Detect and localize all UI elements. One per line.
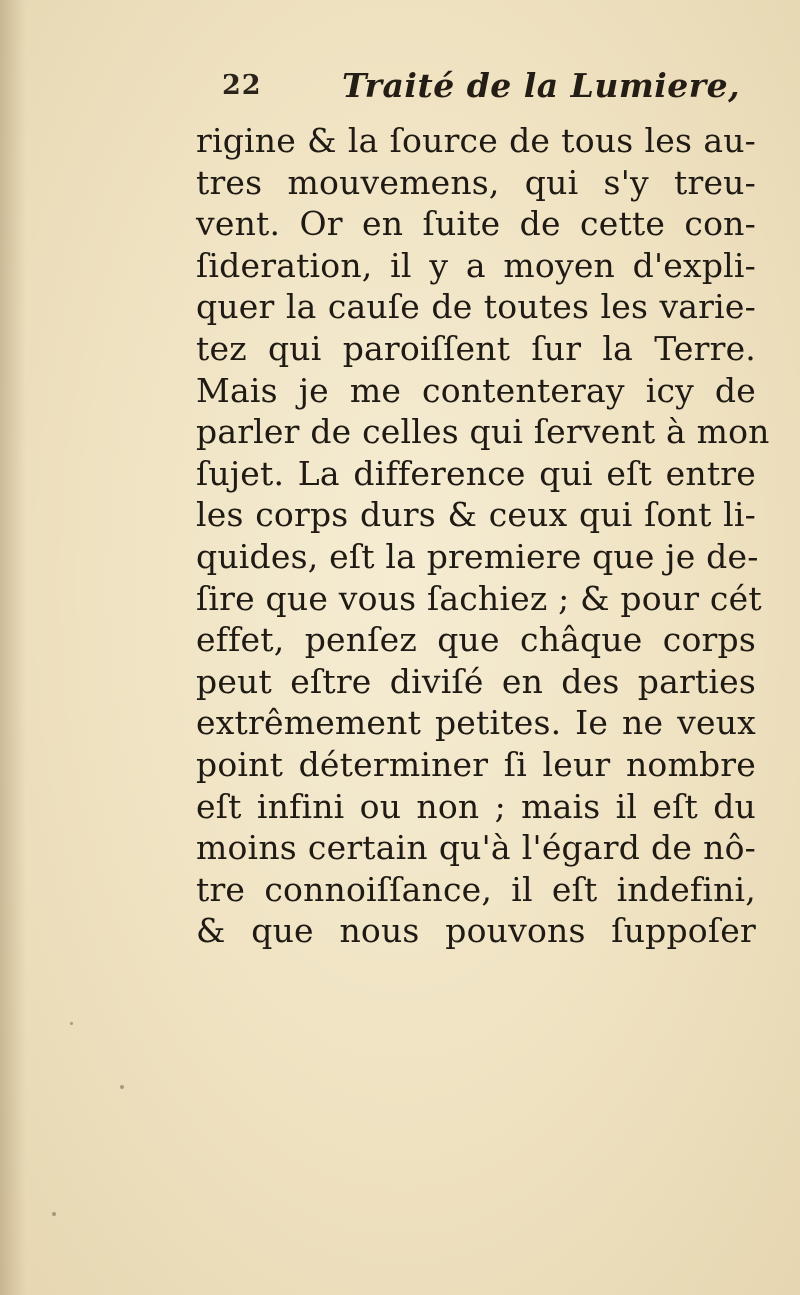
- text-line: quer la cauſe de toutes les varie-: [196, 287, 756, 327]
- text-line: les corps durs & ceux qui ſont li-: [196, 495, 756, 535]
- text-line: tres mouvemens, qui s'y treu-: [196, 162, 756, 202]
- text-line: moins certain qu'à l'égard de nô-: [196, 828, 756, 868]
- text-line: ſujet. La difference qui eſt entre: [196, 453, 756, 493]
- text-line: & que nous pouvons ſuppoſer: [196, 911, 756, 951]
- text-line: Mais je me contenteray icy de: [196, 370, 756, 410]
- body-text: [196, 120, 770, 952]
- page-header: [222, 66, 742, 126]
- text-line: tez qui paroiſſent ſur la Terre.: [196, 328, 756, 368]
- running-title: Traité de la Lumiere,: [342, 66, 741, 105]
- binding-shadow: [0, 0, 26, 1295]
- paper-speck: [70, 1022, 73, 1025]
- page-number: 22: [222, 70, 262, 101]
- text-line: vent. Or en ſuite de cette con-: [196, 204, 756, 244]
- text-line: parler de celles qui ſervent à mon: [196, 412, 770, 452]
- text-line: tre connoiſſance, il eſt indefini,: [196, 869, 756, 909]
- text-line: eſt infini ou non ; mais il eſt du: [196, 786, 756, 826]
- paper-speck: [52, 1212, 56, 1216]
- text-line: peut eſtre diviſé en des parties: [196, 661, 756, 701]
- text-line: point déterminer ſi leur nombre: [196, 744, 756, 784]
- text-line: quides, eſt la premiere que je de-: [196, 536, 759, 576]
- text-line: extrêmement petites. Ie ne veux: [196, 703, 756, 743]
- text-line: ſire que vous ſachiez ; & pour cét: [196, 578, 762, 618]
- text-line: rigine & la ſource de tous les au-: [196, 121, 756, 160]
- text-line: effet, penſez que châque corps: [196, 620, 756, 660]
- text-line: ſideration, il y a moyen d'expli-: [196, 245, 756, 285]
- paper-speck: [120, 1085, 124, 1089]
